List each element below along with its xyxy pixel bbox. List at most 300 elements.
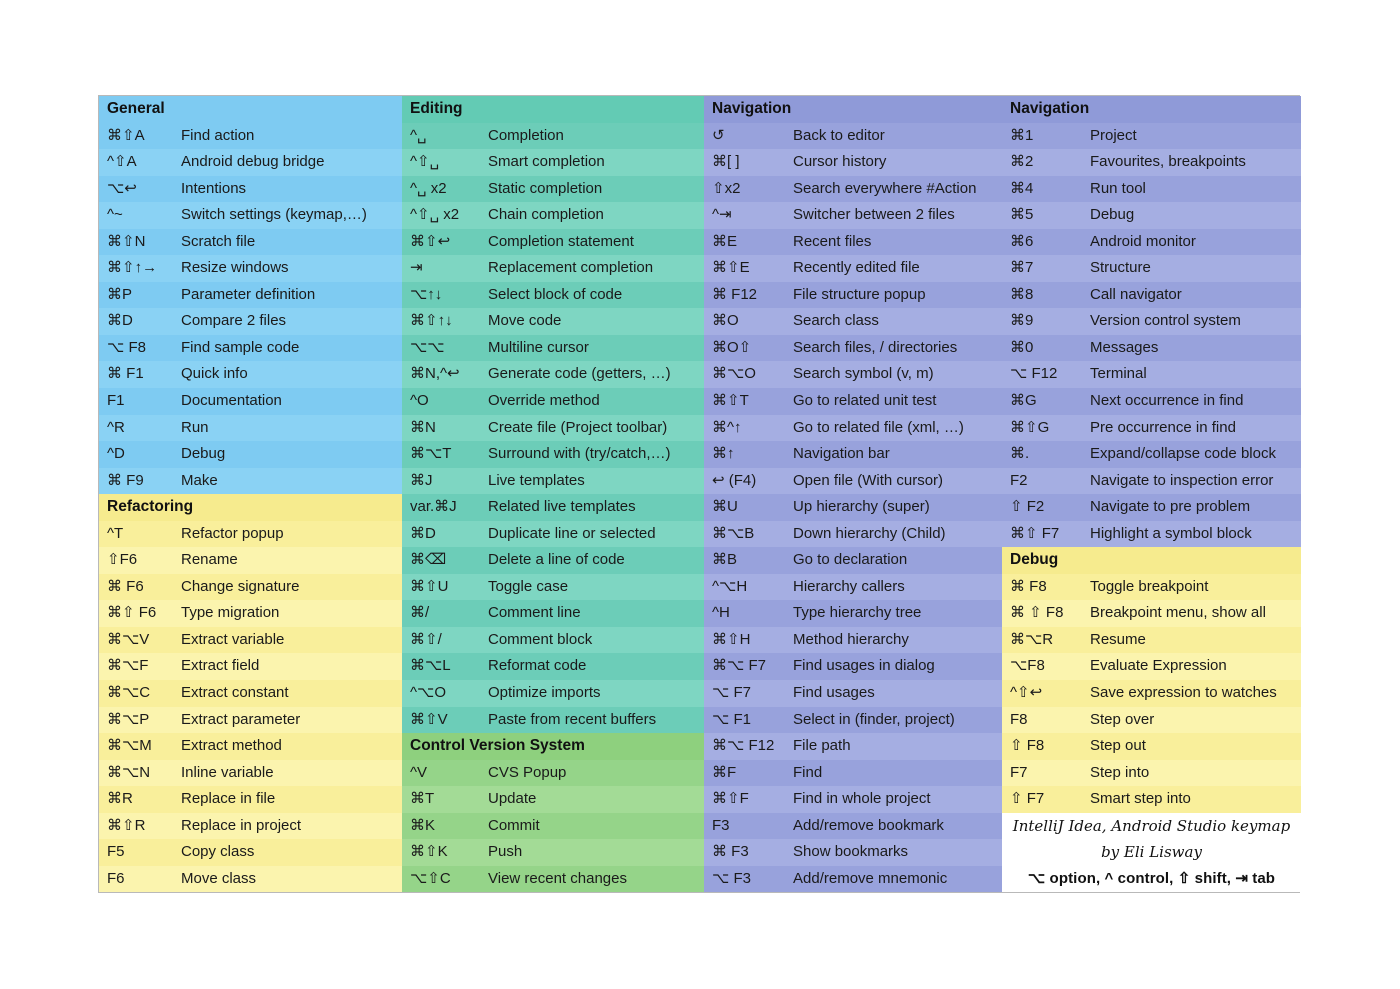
shortcut-key: ⌥⇧C xyxy=(410,869,451,887)
table-row xyxy=(704,627,1002,654)
shortcut-desc: Extract method xyxy=(181,737,282,755)
table-row xyxy=(402,600,704,627)
shortcut-desc: Chain completion xyxy=(488,206,604,224)
table-row xyxy=(99,574,402,601)
shortcut-desc: Hierarchy callers xyxy=(793,577,905,595)
table-row xyxy=(1002,176,1301,203)
shortcut-desc: Reformat code xyxy=(488,657,587,675)
shortcut-desc: Documentation xyxy=(181,392,282,410)
table-row xyxy=(1002,760,1301,787)
shortcut-desc: Static completion xyxy=(488,179,603,197)
shortcut-desc: Cursor history xyxy=(793,153,887,171)
shortcut-key: ^␣ x2 xyxy=(410,179,447,197)
shortcut-desc: Debug xyxy=(181,445,226,463)
shortcut-key: ^⇧␣ x2 xyxy=(410,206,460,224)
shortcut-desc: File path xyxy=(793,737,851,755)
shortcut-key: ⌘/ xyxy=(410,604,430,622)
table-row xyxy=(402,707,704,734)
table-row xyxy=(99,733,402,760)
shortcut-desc: Surround with (try/catch,…) xyxy=(488,445,671,463)
table-row xyxy=(402,468,704,495)
shortcut-key: ⌘ F3 xyxy=(712,843,749,861)
table-row xyxy=(402,282,704,309)
column-general xyxy=(99,96,402,892)
shortcut-desc: Inline variable xyxy=(181,763,274,781)
shortcut-key: ⌘⌥R xyxy=(1010,630,1054,648)
shortcut-key: ⌥↑↓ xyxy=(410,285,443,303)
table-row xyxy=(402,813,704,840)
shortcut-key: ⌘ F6 xyxy=(107,577,144,595)
shortcut-desc: Replacement completion xyxy=(488,259,654,277)
table-row xyxy=(1002,308,1301,335)
shortcut-desc: Type migration xyxy=(181,604,280,622)
shortcut-key: ⌘J xyxy=(410,471,433,489)
shortcut-key: ⌥ F8 xyxy=(107,338,146,356)
shortcut-key: ⌘⇧↩ xyxy=(410,232,451,250)
table-row xyxy=(1002,388,1301,415)
table-row xyxy=(99,282,402,309)
shortcut-desc: Resume xyxy=(1090,630,1146,648)
shortcut-desc: Debug xyxy=(1090,206,1135,224)
shortcut-key: ⌥F8 xyxy=(1010,657,1045,675)
shortcut-desc: Select block of code xyxy=(488,285,623,303)
shortcut-key: ⌘8 xyxy=(1010,285,1034,303)
table-row xyxy=(402,441,704,468)
shortcut-desc: Navigate to inspection error xyxy=(1090,471,1274,489)
shortcut-key: ^R xyxy=(107,418,125,436)
shortcut-key: ⌘O xyxy=(712,312,739,330)
table-row xyxy=(402,229,704,256)
table-row xyxy=(402,176,704,203)
shortcut-key: var.⌘J xyxy=(410,498,457,516)
table-row xyxy=(704,361,1002,388)
table-row xyxy=(99,415,402,442)
shortcut-desc: Completion xyxy=(488,126,564,144)
shortcut-key: ⌘U xyxy=(712,498,738,516)
table-row xyxy=(402,361,704,388)
shortcut-key: ⌘0 xyxy=(1010,338,1034,356)
table-row xyxy=(402,839,704,866)
shortcut-desc: Add/remove bookmark xyxy=(793,816,944,834)
table-row xyxy=(99,707,402,734)
shortcut-desc: Completion statement xyxy=(488,232,634,250)
shortcut-key: ⌘⌥N xyxy=(107,763,151,781)
shortcut-key: ⌘F xyxy=(712,763,737,781)
shortcut-key: ⌘⌥C xyxy=(107,684,151,702)
shortcut-key: F2 xyxy=(1010,471,1028,489)
shortcut-desc: Comment block xyxy=(488,630,593,648)
table-row xyxy=(99,308,402,335)
table-row xyxy=(99,547,402,574)
shortcut-desc: Step into xyxy=(1090,763,1150,781)
shortcut-desc: Generate code (getters, …) xyxy=(488,365,671,383)
shortcut-desc: Go to related unit test xyxy=(793,392,937,410)
shortcut-key: ⌘R xyxy=(107,790,133,808)
table-row xyxy=(1002,361,1301,388)
shortcut-key: ^⇥ xyxy=(712,206,732,224)
table-row xyxy=(704,441,1002,468)
table-row xyxy=(704,680,1002,707)
table-row xyxy=(402,202,704,229)
shortcut-desc: Switcher between 2 files xyxy=(793,206,955,224)
shortcut-key: F1 xyxy=(107,392,125,410)
table-row xyxy=(99,680,402,707)
shortcut-key: ⌘⌥T xyxy=(410,445,452,463)
shortcut-key: ⌘⇧N xyxy=(107,232,146,250)
shortcut-desc: Call navigator xyxy=(1090,285,1182,303)
table-row xyxy=(99,653,402,680)
shortcut-desc: Search symbol (v, m) xyxy=(793,365,934,383)
shortcut-desc: Type hierarchy tree xyxy=(793,604,922,622)
shortcut-key: ^⇧A xyxy=(107,153,137,171)
table-row xyxy=(1002,627,1301,654)
shortcut-desc: Add/remove mnemonic xyxy=(793,869,948,887)
table-row xyxy=(704,335,1002,362)
shortcut-desc: File structure popup xyxy=(793,285,926,303)
shortcut-desc: Version control system xyxy=(1090,312,1241,330)
table-row xyxy=(99,202,402,229)
shortcut-key: ⌘⇧↑→ xyxy=(107,259,158,277)
shortcut-desc: Move code xyxy=(488,312,562,330)
table-row xyxy=(704,308,1002,335)
shortcut-desc: Find in whole project xyxy=(793,790,931,808)
table-row xyxy=(704,653,1002,680)
shortcut-desc: Run xyxy=(181,418,209,436)
table-row xyxy=(99,600,402,627)
table-row xyxy=(704,839,1002,866)
table-row xyxy=(704,255,1002,282)
shortcut-desc: Commit xyxy=(488,816,540,834)
shortcut-desc: Navigate to pre problem xyxy=(1090,498,1251,516)
table-row xyxy=(704,149,1002,176)
credit-line-1: IntelliJ Idea, Android Studio keymap xyxy=(1002,813,1301,840)
shortcut-key: ^~ xyxy=(107,206,123,224)
table-row xyxy=(402,494,704,521)
shortcut-desc: Recent files xyxy=(793,232,872,250)
shortcut-key: ⌘6 xyxy=(1010,232,1034,250)
table-row xyxy=(402,255,704,282)
shortcut-desc: Change signature xyxy=(181,577,300,595)
shortcut-key: ⌘⇧R xyxy=(107,816,146,834)
shortcut-desc: Extract parameter xyxy=(181,710,301,728)
table-row xyxy=(704,415,1002,442)
table-row xyxy=(704,547,1002,574)
shortcut-key: ⇧ F7 xyxy=(1010,790,1045,808)
shortcut-desc: Show bookmarks xyxy=(793,843,909,861)
table-row xyxy=(704,282,1002,309)
table-row xyxy=(704,176,1002,203)
shortcut-key: ⌘D xyxy=(107,312,133,330)
shortcut-desc: Structure xyxy=(1090,259,1151,277)
table-row xyxy=(402,653,704,680)
shortcut-key: ⌘⇧G xyxy=(1010,418,1050,436)
shortcut-key: F8 xyxy=(1010,710,1028,728)
section-header-general: General xyxy=(99,96,402,123)
keymap-cheatsheet xyxy=(98,95,1300,893)
shortcut-desc: Project xyxy=(1090,126,1137,144)
shortcut-key: ⌘⇧F xyxy=(712,790,749,808)
shortcut-desc: Move class xyxy=(181,869,257,887)
shortcut-desc: Search everywhere #Action xyxy=(793,179,977,197)
table-row xyxy=(1002,229,1301,256)
shortcut-desc: Extract field xyxy=(181,657,260,675)
shortcut-key: ⌘G xyxy=(1010,392,1037,410)
shortcut-desc: Favourites, breakpoints xyxy=(1090,153,1246,171)
table-row xyxy=(99,521,402,548)
shortcut-desc: Android debug bridge xyxy=(181,153,325,171)
section-header-navigation-1: Navigation xyxy=(704,96,1002,123)
shortcut-desc: Switch settings (keymap,…) xyxy=(181,206,367,224)
section-header-debug: Debug xyxy=(1002,547,1301,574)
shortcut-desc: Resize windows xyxy=(181,259,289,277)
shortcut-key: ⌘4 xyxy=(1010,179,1034,197)
shortcut-desc: Search files, / directories xyxy=(793,338,958,356)
table-row xyxy=(704,707,1002,734)
shortcut-key: ⌘⌥M xyxy=(107,737,152,755)
section-header-navigation-2: Navigation xyxy=(1002,96,1301,123)
table-row xyxy=(704,521,1002,548)
table-row xyxy=(704,494,1002,521)
shortcut-key: ⌥↩ xyxy=(107,179,137,197)
shortcut-desc: Open file (With cursor) xyxy=(793,471,944,489)
column-navigation-2 xyxy=(1002,96,1301,892)
shortcut-key: ⌘⇧T xyxy=(712,392,749,410)
shortcut-key: ⌘9 xyxy=(1010,312,1034,330)
shortcut-key: ⌘⌥F xyxy=(107,657,149,675)
shortcut-desc: Refactor popup xyxy=(181,524,284,542)
shortcut-key: ⌘⇧V xyxy=(410,710,448,728)
shortcut-desc: Find xyxy=(793,763,823,781)
shortcut-key: ^H xyxy=(712,604,730,622)
shortcut-key: ↺ xyxy=(712,126,725,144)
table-row xyxy=(402,627,704,654)
shortcut-desc: Extract variable xyxy=(181,630,285,648)
shortcut-key: ⌘ F8 xyxy=(1010,577,1047,595)
table-row xyxy=(1002,441,1301,468)
table-row xyxy=(704,813,1002,840)
shortcut-desc: Method hierarchy xyxy=(793,630,909,648)
shortcut-key: ⌘N xyxy=(410,418,436,436)
section-header-refactoring: Refactoring xyxy=(99,494,402,521)
shortcut-key: ⌘⌥O xyxy=(712,365,756,383)
shortcut-desc: Up hierarchy (super) xyxy=(793,498,930,516)
table-row xyxy=(99,786,402,813)
shortcut-desc: Paste from recent buffers xyxy=(488,710,657,728)
table-row xyxy=(1002,149,1301,176)
shortcut-desc: Find usages xyxy=(793,684,875,702)
table-row xyxy=(99,813,402,840)
table-row xyxy=(704,123,1002,150)
shortcut-key: ⌘T xyxy=(410,790,435,808)
table-row xyxy=(1002,255,1301,282)
table-row xyxy=(99,149,402,176)
shortcut-key: ⇧x2 xyxy=(712,179,741,197)
shortcut-desc: Delete a line of code xyxy=(488,551,625,569)
table-row xyxy=(704,202,1002,229)
shortcut-key: ⌘O⇧ xyxy=(712,338,752,356)
table-row xyxy=(1002,123,1301,150)
table-row xyxy=(402,335,704,362)
table-row xyxy=(1002,282,1301,309)
shortcut-desc: Android monitor xyxy=(1090,232,1196,250)
shortcut-key: ^␣ xyxy=(410,126,427,144)
table-row xyxy=(704,600,1002,627)
shortcut-key: ⌥ F7 xyxy=(712,684,751,702)
table-row xyxy=(99,468,402,495)
shortcut-key: ⌘B xyxy=(712,551,738,569)
shortcut-key: ⌥⌥ xyxy=(410,338,445,356)
shortcut-desc: Replace in file xyxy=(181,790,276,808)
table-row xyxy=(704,574,1002,601)
table-row xyxy=(402,547,704,574)
shortcut-key: ⌘⇧K xyxy=(410,843,448,861)
shortcut-key: ⇧ F2 xyxy=(1010,498,1045,516)
table-row xyxy=(1002,707,1301,734)
shortcut-desc: Recently edited file xyxy=(793,259,920,277)
shortcut-desc: Multiline cursor xyxy=(488,338,589,356)
table-row xyxy=(402,521,704,548)
table-row xyxy=(704,866,1002,893)
shortcut-key: F6 xyxy=(107,869,125,887)
shortcut-key: ⌘⌫ xyxy=(410,551,447,569)
shortcut-desc: Override method xyxy=(488,392,600,410)
shortcut-desc: Smart step into xyxy=(1090,790,1191,808)
shortcut-key: ^⌥H xyxy=(712,577,748,595)
shortcut-desc: Live templates xyxy=(488,471,585,489)
shortcut-desc: Toggle breakpoint xyxy=(1090,577,1209,595)
column-navigation-1 xyxy=(704,96,1002,892)
shortcut-key: ⌘⇧A xyxy=(107,126,145,144)
shortcut-key: ⌘[ ] xyxy=(712,153,740,171)
shortcut-key: ⌘⌥L xyxy=(410,657,451,675)
shortcut-key: ⌘ ⇧ F8 xyxy=(1010,604,1064,622)
shortcut-desc: Save expression to watches xyxy=(1090,684,1277,702)
shortcut-key: ⌘D xyxy=(410,524,436,542)
table-row xyxy=(402,415,704,442)
shortcut-desc: Navigation bar xyxy=(793,445,890,463)
shortcut-desc: Toggle case xyxy=(488,577,569,595)
shortcut-key: ^T xyxy=(107,524,124,542)
table-row xyxy=(99,361,402,388)
shortcut-key: ⌘N,^↩ xyxy=(410,365,460,383)
table-row xyxy=(1002,202,1301,229)
table-row xyxy=(704,760,1002,787)
shortcut-key: ^D xyxy=(107,445,125,463)
shortcut-key: ⌘⇧/ xyxy=(410,630,442,648)
shortcut-key: ⇧F6 xyxy=(107,551,138,569)
shortcut-key: ⌘E xyxy=(712,232,738,250)
shortcut-key: ⇥ xyxy=(410,259,423,277)
shortcut-desc: Down hierarchy (Child) xyxy=(793,524,946,542)
shortcut-key: ⌘⌥V xyxy=(107,630,150,648)
shortcut-key: ⌘⇧E xyxy=(712,259,750,277)
table-row xyxy=(1002,680,1301,707)
shortcut-desc: Optimize imports xyxy=(488,684,601,702)
table-row xyxy=(1002,521,1301,548)
shortcut-desc: Extract constant xyxy=(181,684,289,702)
shortcut-desc: Compare 2 files xyxy=(181,312,287,330)
shortcut-key: ⌘⇧ F7 xyxy=(1010,524,1060,542)
shortcut-desc: Find usages in dialog xyxy=(793,657,935,675)
shortcut-desc: Go to related file (xml, …) xyxy=(793,418,964,436)
table-row xyxy=(402,123,704,150)
shortcut-key: ^O xyxy=(410,392,429,410)
shortcut-desc: Next occurrence in find xyxy=(1090,392,1244,410)
table-row xyxy=(1002,733,1301,760)
shortcut-desc: Scratch file xyxy=(181,232,256,250)
shortcut-desc: Breakpoint menu, show all xyxy=(1090,604,1266,622)
table-row xyxy=(1002,600,1301,627)
shortcut-key: ^⌥O xyxy=(410,684,446,702)
table-row xyxy=(402,388,704,415)
table-row xyxy=(1002,574,1301,601)
shortcut-desc: Step over xyxy=(1090,710,1155,728)
shortcut-desc: Related live templates xyxy=(488,498,636,516)
shortcut-desc: Back to editor xyxy=(793,126,885,144)
table-row xyxy=(99,255,402,282)
table-row xyxy=(1002,468,1301,495)
table-row xyxy=(402,574,704,601)
shortcut-key: ^⇧↩ xyxy=(1010,684,1043,702)
table-row xyxy=(704,786,1002,813)
shortcut-desc: Messages xyxy=(1090,338,1159,356)
table-row xyxy=(704,733,1002,760)
shortcut-key: ⌘7 xyxy=(1010,259,1034,277)
table-row xyxy=(402,866,704,893)
shortcut-key: ⌘2 xyxy=(1010,153,1034,171)
section-header-cvs: Control Version System xyxy=(402,733,704,760)
shortcut-key: ⌘⌥B xyxy=(712,524,755,542)
shortcut-key: ⌘⌥P xyxy=(107,710,150,728)
shortcut-desc: Highlight a symbol block xyxy=(1090,524,1252,542)
shortcut-desc: Parameter definition xyxy=(181,285,316,303)
shortcut-desc: Select in (finder, project) xyxy=(793,710,955,728)
table-row xyxy=(1002,494,1301,521)
shortcut-key: ⌥ F3 xyxy=(712,869,751,887)
table-row xyxy=(99,760,402,787)
shortcut-desc: Intentions xyxy=(181,179,247,197)
table-row xyxy=(99,866,402,893)
table-row xyxy=(1002,415,1301,442)
shortcut-desc: CVS Popup xyxy=(488,763,567,781)
shortcut-desc: Smart completion xyxy=(488,153,605,171)
shortcut-key: F5 xyxy=(107,843,125,861)
table-row xyxy=(704,468,1002,495)
table-row xyxy=(99,229,402,256)
table-row xyxy=(99,441,402,468)
table-row xyxy=(99,123,402,150)
shortcut-key: ⌘⇧↑↓ xyxy=(410,312,453,330)
shortcut-desc: Pre occurrence in find xyxy=(1090,418,1236,436)
shortcut-key: ⇧ F8 xyxy=(1010,737,1045,755)
section-header-editing: Editing xyxy=(402,96,704,123)
credit-line-2: by Eli Lisway xyxy=(1002,839,1301,866)
shortcut-key: ⌘^↑ xyxy=(712,418,742,436)
shortcut-key: F3 xyxy=(712,816,730,834)
shortcut-desc: Step out xyxy=(1090,737,1146,755)
shortcut-key: ⌘K xyxy=(410,816,436,834)
shortcut-desc: Rename xyxy=(181,551,238,569)
modifier-legend: ⌥ option, ^ control, ⇧ shift, ⇥ tab xyxy=(1002,866,1301,893)
shortcut-key: ⌘1 xyxy=(1010,126,1034,144)
shortcut-desc: Find action xyxy=(181,126,255,144)
shortcut-desc: Replace in project xyxy=(181,816,302,834)
shortcut-key: ⌥ F1 xyxy=(712,710,751,728)
shortcut-key: ⌘⇧ F6 xyxy=(107,604,157,622)
table-row xyxy=(402,786,704,813)
table-row xyxy=(99,176,402,203)
shortcut-key: ⌘⌥ F12 xyxy=(712,737,775,755)
